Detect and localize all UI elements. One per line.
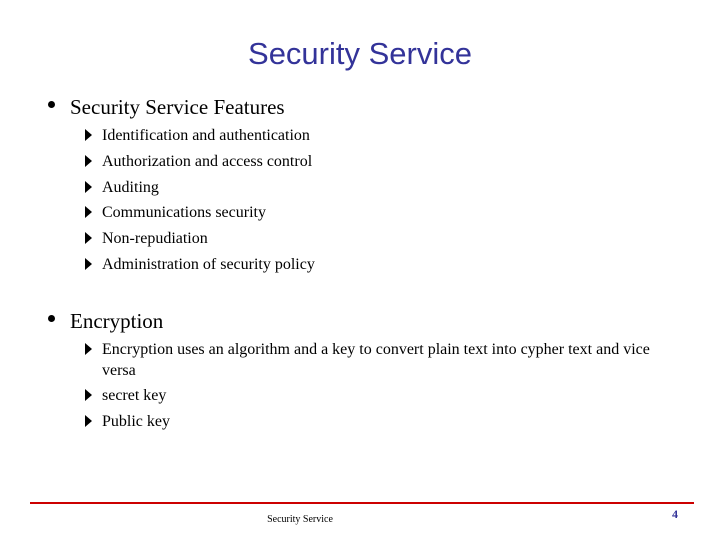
bullet-icon bbox=[48, 315, 55, 322]
triangle-bullet-icon bbox=[85, 129, 92, 141]
triangle-bullet-icon bbox=[85, 415, 92, 427]
triangle-bullet-icon bbox=[85, 343, 92, 355]
triangle-bullet-icon bbox=[85, 155, 92, 167]
triangle-bullet-icon bbox=[85, 232, 92, 244]
list-item bbox=[85, 254, 315, 275]
list-item bbox=[85, 339, 672, 381]
slide-title: Security Service bbox=[248, 36, 472, 71]
footer-divider bbox=[30, 502, 694, 504]
triangle-bullet-icon bbox=[85, 206, 92, 218]
triangle-bullet-icon bbox=[85, 181, 92, 193]
section-heading: Encryption bbox=[70, 309, 164, 333]
list-item-text: Public key bbox=[102, 413, 170, 430]
list-item-text: Administration of security policy bbox=[102, 256, 315, 273]
list-item-text: Communications security bbox=[102, 204, 266, 221]
section-encryption bbox=[48, 307, 163, 335]
list-item-text: secret key bbox=[102, 387, 167, 404]
bullet-icon bbox=[48, 101, 55, 108]
list-item bbox=[85, 411, 170, 432]
list-item bbox=[85, 202, 266, 223]
list-item-text: Authorization and access control bbox=[102, 153, 313, 170]
section-features bbox=[48, 93, 285, 121]
list-item-text: Encryption uses an algorithm and a key to convert plain text into cypher text and vice versa bbox=[102, 341, 650, 379]
list-item-text: Identification and authentication bbox=[102, 127, 310, 144]
list-item-text: Auditing bbox=[102, 179, 159, 196]
section-heading: Security Service Features bbox=[70, 95, 285, 119]
triangle-bullet-icon bbox=[85, 258, 92, 270]
list-item bbox=[85, 177, 159, 198]
footer-label: Security Service bbox=[267, 514, 333, 525]
list-item-text: Non-repudiation bbox=[102, 230, 208, 247]
triangle-bullet-icon bbox=[85, 389, 92, 401]
list-item bbox=[85, 385, 166, 406]
list-item bbox=[85, 228, 208, 249]
page-number: 4 bbox=[672, 507, 678, 521]
list-item bbox=[85, 125, 310, 146]
list-item bbox=[85, 151, 312, 172]
